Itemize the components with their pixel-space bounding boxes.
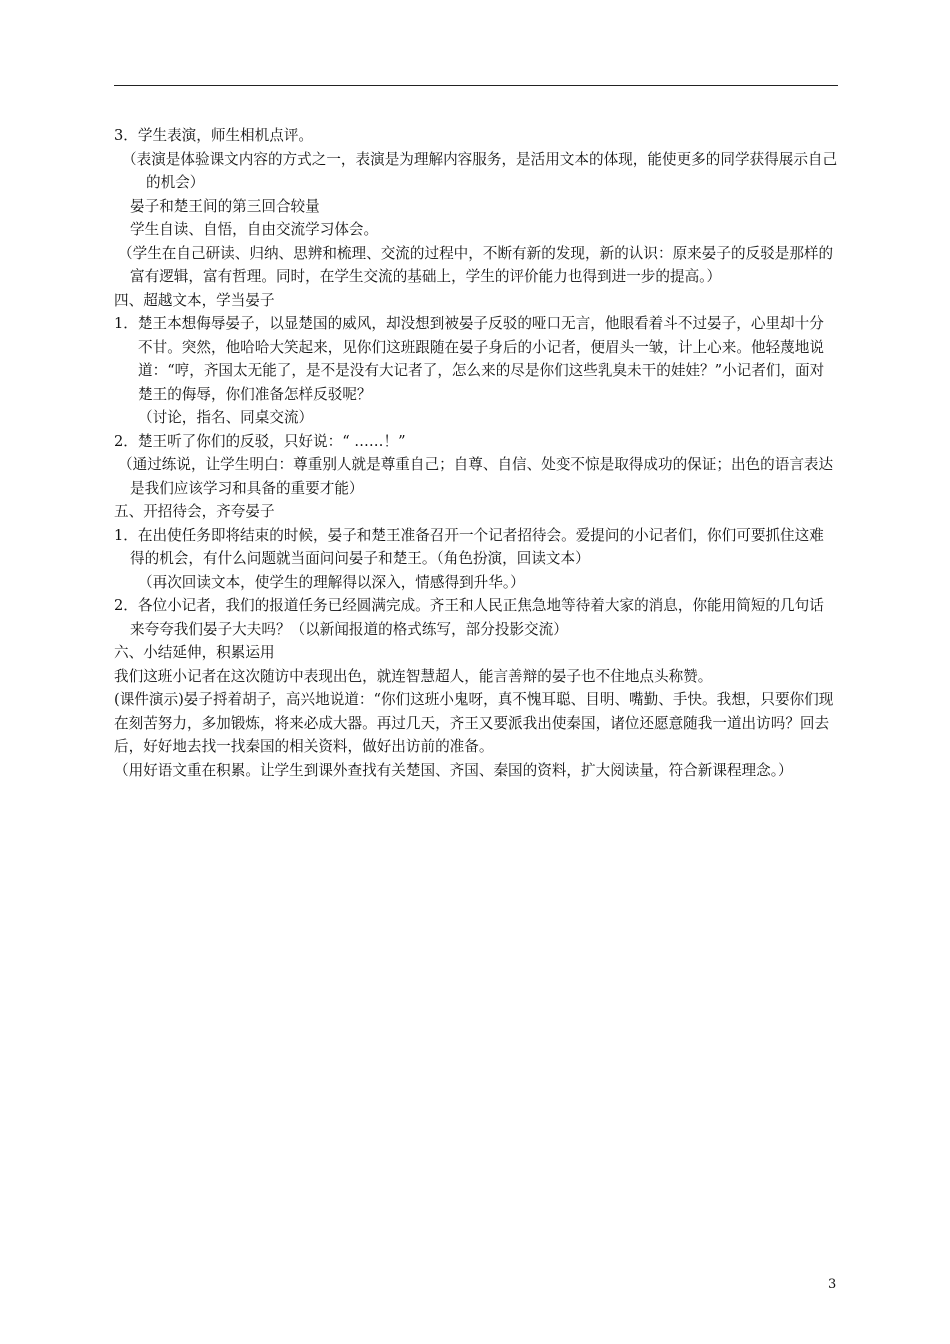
page-number: 3	[828, 1277, 837, 1292]
section-heading: 四、超越文本，学当晏子	[114, 291, 275, 309]
paragraph: （用好语文重在积累。让学生到课外查找有关楚国、齐国、秦国的资料，扩大阅读量，符合新课程理念。）	[114, 761, 793, 779]
section-heading: 六、小结延伸，积累运用	[114, 644, 275, 661]
paragraph: 2．楚王听了你们的反驳，只好说：“ ……！”	[114, 432, 406, 450]
paragraph: 3．学生表演，师生相机点评。	[114, 127, 314, 144]
paragraph: （通过练说，让学生明白：尊重别人就是尊重自己；自尊、自信、处变不惊是取得成功的保证；出色的语言表达是我们应该学习和具备的重要才能）	[118, 456, 834, 497]
paragraph: （再次回读文本，使学生的理解得以深入，情感得到升华。）	[138, 573, 525, 591]
document-body	[114, 124, 838, 782]
section-heading: 五、开招待会，齐夸晏子	[114, 503, 275, 520]
paragraph: 晏子和楚王间的第三回合较量	[130, 197, 320, 215]
paragraph: （学生在自己研读、归纳、思辨和梳理、交流的过程中，不断有新的发现，新的认识：原来晏子的反驳是那样的富有逻辑，富有哲理。同时，在学生交流的基础上，学生的评价能力也得到进一步的提高。）	[118, 244, 834, 285]
paragraph: （讨论，指名、同桌交流）	[138, 409, 314, 426]
paragraph: 1．在出使任务即将结束的时候，晏子和楚王准备召开一个记者招待会。爱提问的小记者们，你们可要抓住这难得的机会，有什么问题就当面问问晏子和楚王。（角色扮演，回读文本）	[114, 526, 824, 567]
paragraph: (课件演示)晏子捋着胡子，高兴地说道：“你们这班小鬼呀，真不愧耳聪、目明、嘴勤、手快。我想，只要你们现在刻苦努力，多加锻炼，将来必成大器。再过几天，齐王又要派我出使秦国，诸位还愿意随我一道出访吗？回去后，好好地去找一找秦国的相关资料，做好出访前的准备。	[114, 691, 834, 755]
paragraph: 1．楚王本想侮辱晏子，以显楚国的威风，却没想到被晏子反驳的哑口无言，他眼看着斗不过晏子，心里却十分不甘。突然，他哈哈大笑起来，见你们这班跟随在晏子身后的小记者，便眉头一皱，计上心来。他轻蔑地说道：“哼，齐国太无能了，是不是没有大记者了，怎么来的尽是你们这些乳臭未干的娃娃？”小记者们，面对楚王的侮辱，你们准备怎样反驳呢？	[114, 315, 825, 403]
paragraph: 2．各位小记者，我们的报道任务已经圆满完成。齐王和人民正焦急地等待着大家的消息，你能用简短的几句话来夸夸我们晏子大夫吗？（以新闻报道的格式练写，部分投影交流）	[114, 597, 824, 638]
paragraph: 我们这班小记者在这次随访中表现出色，就连智慧超人，能言善辩的晏子也不住地点头称赞。	[114, 667, 713, 685]
header-rule	[114, 85, 838, 86]
paragraph: （表演是体验课文内容的方式之一，表演是为理解内容服务，是活用文本的体现，能使更多的同学获得展示自己的机会）	[122, 150, 838, 191]
paragraph: 学生自读、自悟，自由交流学习体会。	[130, 221, 379, 238]
